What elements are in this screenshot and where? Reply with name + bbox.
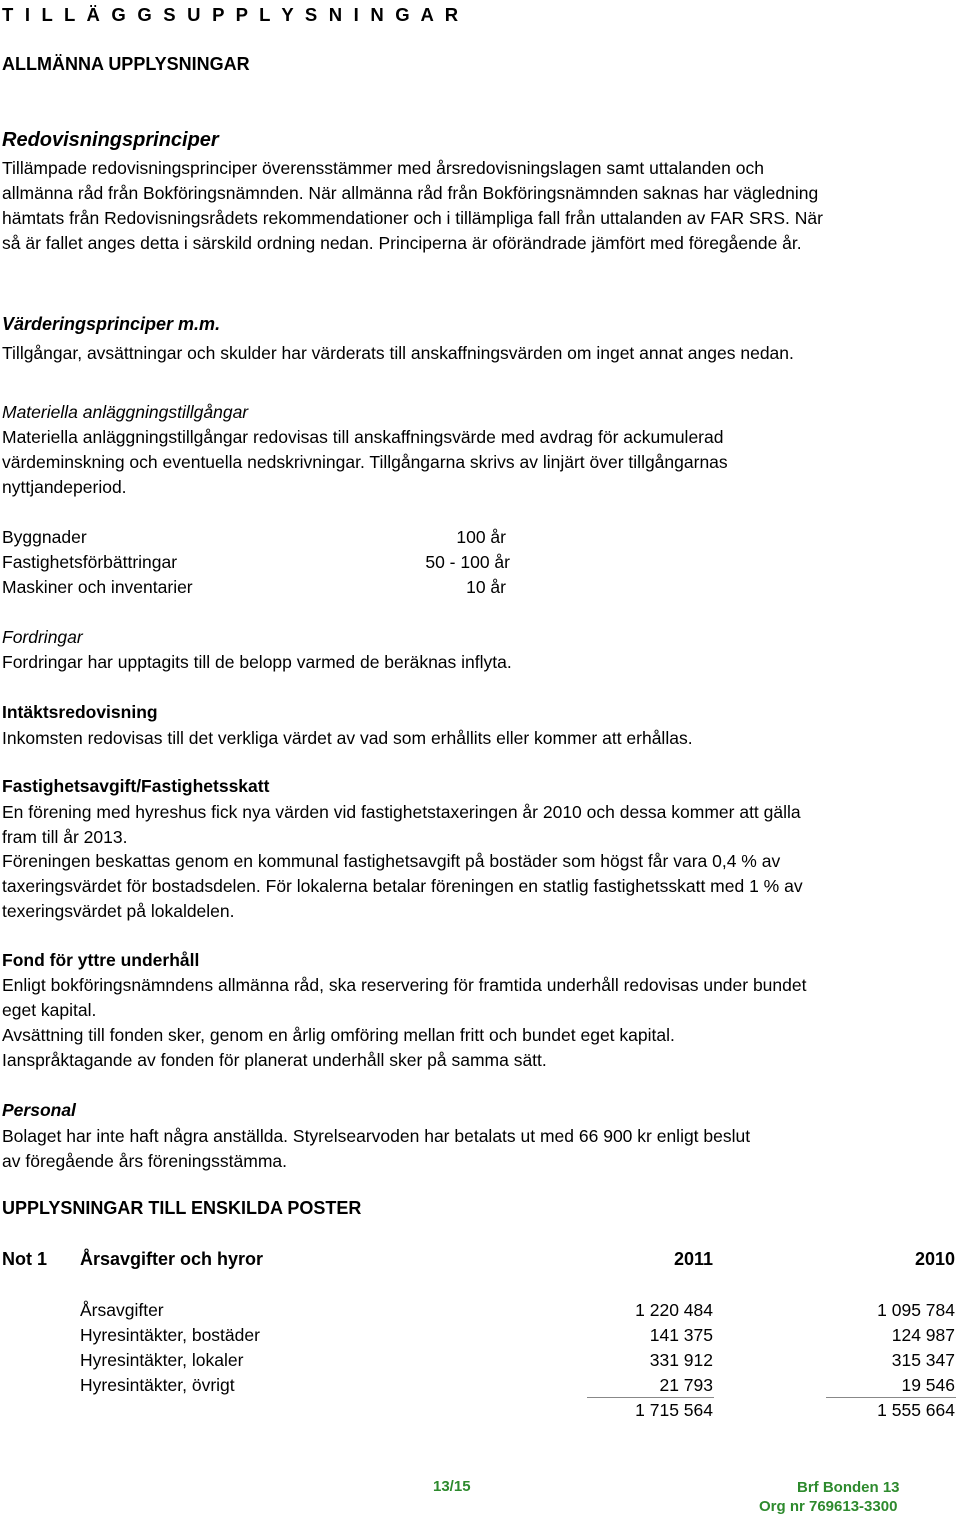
note-row-2010: 1 095 784 [877, 1300, 955, 1320]
fastighetsavgift-line: taxeringsvärdet för bostadsdelen. För lokalerna betalar föreningen en statlig fastighetsskatt med 1 % av [2, 876, 803, 896]
fastighetsavgift-line: En förening med hyreshus fick nya värden vid fastighetstaxeringen år 2010 och dessa kommer att gälla [2, 802, 801, 822]
fond-line: eget kapital. [2, 1000, 97, 1020]
varderingsprinciper-heading: Värderingsprinciper m.m. [2, 314, 221, 334]
period-value: 100 år [456, 527, 506, 547]
note-row-label: Årsavgifter [80, 1300, 164, 1320]
redovisningsprinciper-line: Tillämpade redovisningsprinciper överensstämmer med årsredovisningslagen samt uttalanden och [2, 158, 764, 178]
poster-heading: UPPLYSNINGAR TILL ENSKILDA POSTER [2, 1198, 362, 1218]
period-label: Byggnader [2, 527, 87, 547]
fordringar-text: Fordringar har upptagits till de belopp varmed de beräknas inflyta. [2, 652, 512, 672]
personal-line: av föregående års föreningsstämma. [2, 1151, 288, 1171]
intakt-text: Inkomsten redovisas till det verkliga värdet av vad som erhållits eller kommer att erhållas. [2, 728, 693, 748]
fastighetsavgift-heading: Fastighetsavgift/Fastighetsskatt [2, 776, 270, 796]
note-row-2011: 21 793 [659, 1375, 713, 1395]
period-label: Fastighetsförbättringar [2, 552, 178, 572]
redovisningsprinciper-line: hämtats från Redovisningsrådets rekommendationer och i tillämpliga fall från uttalanden av FAR SRS. När [2, 208, 823, 228]
period-value: 50 - 100 år [425, 552, 510, 572]
note-total-2011: 1 715 564 [635, 1400, 713, 1420]
fond-heading: Fond för yttre underhåll [2, 950, 200, 970]
note-row-label: Hyresintäkter, bostäder [80, 1325, 260, 1345]
fond-line: Avsättning till fonden sker, genom en årlig omföring mellan fritt och bundet eget kapital. [2, 1025, 675, 1045]
note-row-label: Hyresintäkter, lokaler [80, 1350, 244, 1370]
note-row-label: Hyresintäkter, övrigt [80, 1375, 235, 1395]
note-year-2010: 2010 [914, 1249, 955, 1269]
note-number: Not 1 [2, 1249, 47, 1269]
intakt-heading: Intäktsredovisning [2, 702, 158, 722]
note-row-2011: 331 912 [649, 1350, 713, 1370]
fastighetsavgift-line: Föreningen beskattas genom en kommunal fastighetsavgift på bostäder som högst får vara 0,4 % av [2, 851, 781, 871]
varderingsprinciper-text: Tillgångar, avsättningar och skulder har värderats till anskaffningsvärden om inget annat anges nedan. [2, 343, 794, 363]
materiella-heading: Materiella anläggningstillgångar [2, 402, 249, 422]
fond-line: Enligt bokföringsnämndens allmänna råd, ska reservering för framtida underhåll redovisas under bundet [2, 975, 807, 995]
note-row-2010: 124 987 [891, 1325, 955, 1345]
org-number: Org nr 769613-3300 [759, 1498, 898, 1515]
note-row-2010: 315 347 [891, 1350, 955, 1370]
personal-line: Bolaget har inte haft några anställda. Styrelsearvoden har betalats ut med 66 900 kr enligt beslut [2, 1126, 751, 1146]
fastighetsavgift-line: texeringsvärdet på lokaldelen. [2, 901, 235, 921]
general-heading: ALLMÄNNA UPPLYSNINGAR [2, 54, 250, 74]
redovisningsprinciper-heading: Redovisningsprinciper [2, 129, 219, 151]
redovisningsprinciper-line: så är fallet anges detta i särskild ordning nedan. Principerna är oförändrade jämfört med föregående år. [2, 233, 802, 253]
materiella-line: värdeminskning och eventuella nedskrivningar. Tillgångarna skrivs av linjärt över tillgångarnas [2, 452, 728, 472]
org-name: Brf Bonden 13 [797, 1479, 900, 1496]
period-value: 10 år [466, 577, 506, 597]
note-year-2011: 2011 [673, 1249, 713, 1269]
period-label: Maskiner och inventarier [2, 577, 193, 597]
note-row-2011: 141 375 [649, 1325, 713, 1345]
fordringar-heading: Fordringar [2, 627, 83, 647]
personal-heading: Personal [2, 1100, 76, 1120]
note-row-2010: 19 546 [901, 1375, 955, 1395]
note-total-2010: 1 555 664 [877, 1400, 955, 1420]
materiella-line: Materiella anläggningstillgångar redovisas till anskaffningsvärde med avdrag för ackumulerad [2, 427, 724, 447]
fastighetsavgift-line: fram till år 2013. [2, 827, 128, 847]
note-row-2011: 1 220 484 [635, 1300, 713, 1320]
fond-line: Ianspråktagande av fonden för planerat underhåll sker på samma sätt. [2, 1050, 547, 1070]
redovisningsprinciper-line: allmänna råd från Bokföringsnämnden. När allmänna råd från Bokföringsnämnden saknas har vägledning [2, 183, 819, 203]
materiella-line: nyttjandeperiod. [2, 477, 127, 497]
document-title: T I L L Ä G G S U P P L Y S N I N G A R [2, 4, 462, 25]
page-number: 13/15 [433, 1478, 471, 1495]
note-title: Årsavgifter och hyror [80, 1249, 264, 1269]
